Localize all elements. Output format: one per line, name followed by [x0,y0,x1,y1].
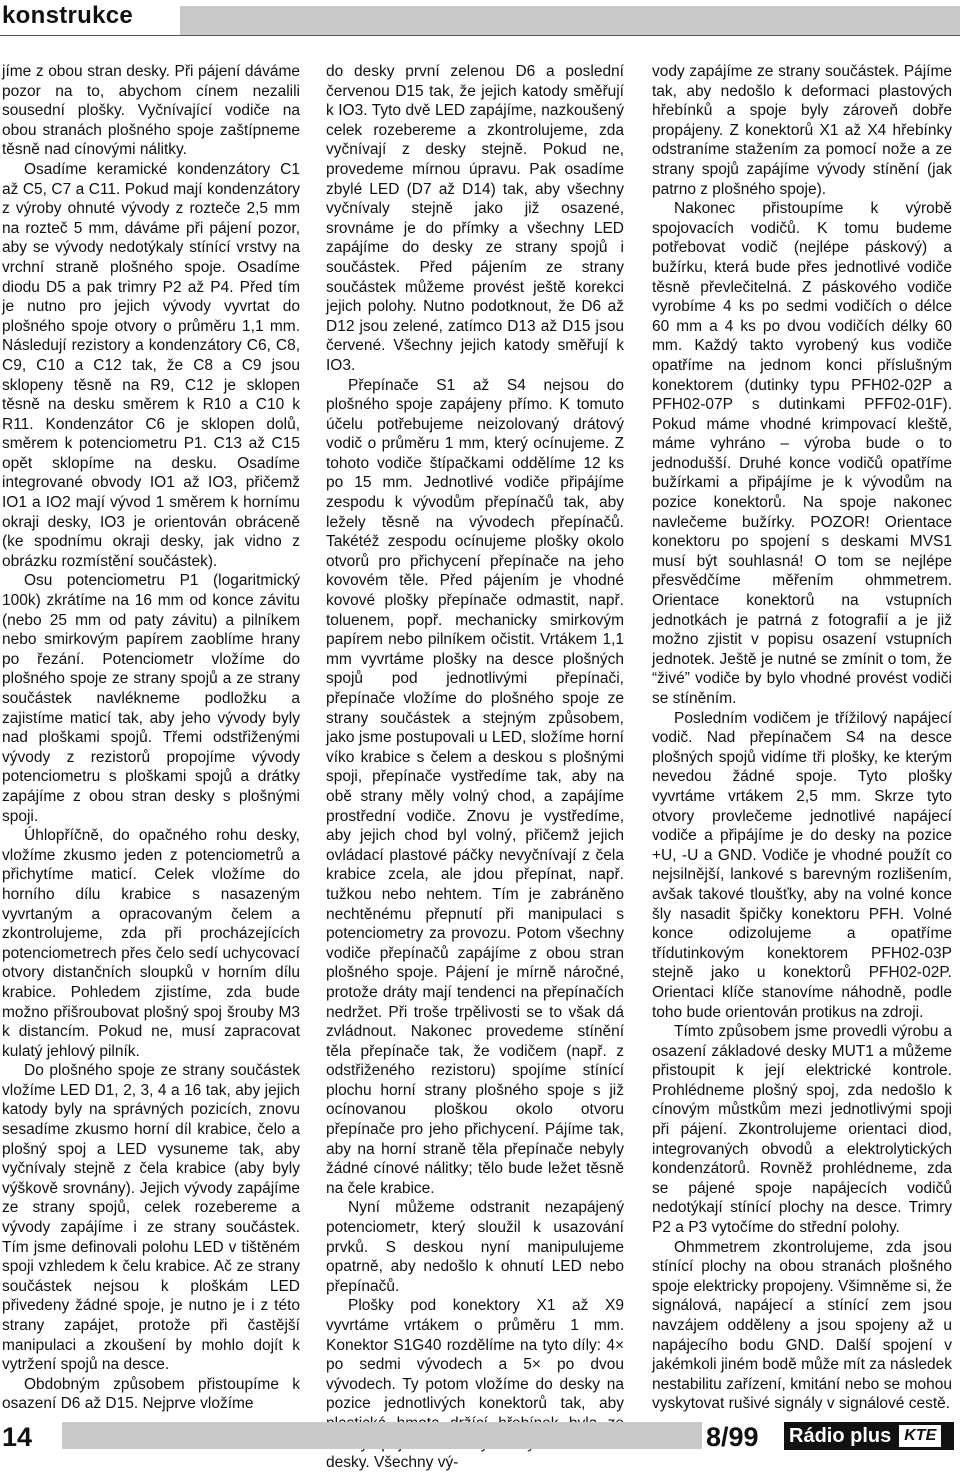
paragraph: Úhlopříčně, do opačného rohu desky, vložíme zkusmo jeden z potenciometrů a přichytíme maticí. Celek vložíme do horního dílu krabice s nasazeným vyvrtaným a opracovaným čelem a zkontrolujeme, zda při procházejících potenciometrech přes čelo sedí uchycovací otvory distančních sloupků v horním dílu krabice. Pohledem zjistíme, zda bude možno přišroubovat plošný spoj šrouby M3 k distancím. Pokud ne, musí zapracovat kulatý jehlový pilník. [2,827,300,1060]
page-header [0,0,960,36]
header-bar [180,6,960,36]
issue-number: 8/99 [706,1422,759,1452]
page-number: 14 [2,1422,33,1452]
magazine-badge: KTE [899,1425,941,1447]
paragraph: Ohmmetrem zkontrolujeme, zda jsou stínící plochy na obou stranách plošného spoje elektricky propojeny. Všimněme si, že signálová, napájecí a stínící zem jsou navzájem odděleny a jsou spojeny až u napájecího bodu GND. Další spojení v jakémkoli jiném bodě může mít za následek nestabilitu zařízení, kmitání nebo se mohou vyskytovat rušivé signály v signálové cestě. [652,1238,952,1413]
paragraph: Plošky pod konektory X1 až X9 vyvrtáme vrtákem o průměru 1 mm. Konektor S1G40 rozdělíme na tyto díly: 4× po sedmi vývodech a 5× po dvou vývodech. Ty potom vložíme do desky na pozice jednotlivých konektorů tak, aby desky. Všechny vý- [326,1297,624,1472]
magazine-name: Rádio plus [789,1424,892,1447]
footer-bar [62,1422,702,1449]
text-column-2 [326,62,624,1472]
paragraph: do desky první zelenou D6 a poslední červenou D15 tak, že jejich katody směřují k IO3. Tyto dvě LED zapájíme, nazkoušený celek rozebereme a zkontrolujeme, zda vyčnívají z desky stejně. Pokud ne, provedeme mírnou úpravu. Pak osadíme zbylé LED (D7 až D14) tak, aby všechny vyčnívaly stejně jako již osazené, srovnáme je do přímky a všechny LED zapájíme do desky ze strany spojů i součástek. Před pájením ze strany součástek můžeme provést ještě korekci jejich polohy. Nutno podotknout, že D6 až D12 jsou zelené, zatímco D13 až D15 jsou červené. Všechny jejich katody směřují k IO3. [326,63,624,374]
paragraph: Nyní můžeme odstranit nezapájený potenciometr, který sloužil k usazování prvků. S deskou nyní manipulujeme opatrně, aby nedošlo k ohnutí LED nebo přepínačů. [326,1199,624,1295]
paragraph: jíme z obou stran desky. Při pájení dáváme pozor na to, abychom cínem nezalili sousední plošky. Vyčnívající vodiče na obou stranách plošného spoje zaštípneme těsně nad cínovými nálitky. [2,63,300,159]
page-footer [0,1412,960,1455]
paragraph: Nakonec přistoupíme k výrobě spojovacích vodičů. K tomu budeme potřebovat vodič (nejlépe páskový) a bužírku, která bude přes jednotlivé vodiče těsně převlečitelná. Z páskového vodiče vyrobíme 4 ks po sedmi vodičích o délce 60 mm a 4 ks po dvou vodičích délky 60 mm. Každý takto vyrobený kus vodiče opatříme na jednom konci příslušným konektorem (dutinky typu PFH02-02P a PFH02-07P s dutinkami PFF02-01F). Pokud máme vhodné krimpovací kleště, máme vyhráno – výroba bude o to jednodušší. Druhé konce vodičů opatříme bužírkami a připájíme je k vývodům na pozice konektorů. Na spoje nakonec navlečeme bužírky. POZOR! Orientace konektoru po spojení s deskami MVS1 musí být souhlasná! O tom se nejlépe přesvědčíme měřením ohmmetrem. Orientace konektorů na vstupních jednotkách je patrná z fotografií a je již možno zjistit v popisu osazení vstupních jednotek. Ještě je nutné se zmínit o tom, že “živé” vodiče by bylo vhodné provést vodiči se stíněním. [652,200,952,707]
header-rule [0,35,960,36]
paragraph: Osu potenciometru P1 (logaritmický 100k) zkrátíme na 16 mm od konce závitu (nebo 25 mm od paty závitu) a pilníkem nebo smirkovým papírem zaoblíme hrany po řezání. Potenciometr vložíme do plošného spoje ze strany spojů a ze strany součástek navlékneme podložku a zajistíme maticí tak, aby jeho vývody byly nad ploškami spojů. Třemi odstřiženými vývody z rezistorů propojíme vývody potenciometru s ploškami spojů a drátky zapájíme z obou stran desky s plošnými spoji. [2,572,300,825]
paragraph: Posledním vodičem je třížilový napájecí vodič. Nad přepínačem S4 na desce plošných spojů vidíme tři plošky, ke kterým nevedou žádné spoje. Tyto plošky vyvrtáme vrtákem 2,5 mm. Skrze tyto otvory provlečeme jednotlivé napájecí vodiče a připájíme je do desky na pozice +U, -U a GND. Vodiče je vhodné použít co nejsilnější, lankové s barevným rozlišením, avšak takové tloušťky, aby na volné konce šly nasadit špičky konektoru PFH. Volné konce odizolujeme a opatříme třídutinkovým konektorem PFH02-03P stejně jako u konektorů PFH02-02P. Orientaci klíče stanovíme náhodně, podle toho bude orientován protikus na zdroji. [652,709,952,1021]
paragraph: vody zapájíme ze strany součástek. Pájíme tak, aby nedošlo k deformaci plastových hřebínků a spoje byly zároveň dobře propájeny. Z konektorů X1 až X4 hřebínky odstraníme stažením za pomocí nože a ze strany spojů zapájíme vývody stínění (jak patrno z plošného spoje). [652,63,952,198]
section-title: konstrukce [2,2,134,29]
paragraph: Přepínače S1 až S4 nejsou do plošného spoje zapájeny přímo. K tomuto účelu potřebujeme neizolovaný drátový vodič o průměru 1 mm, který ocínujeme. Z tohoto vodiče štípačkami oddělíme 12 ks po 15 mm. Jednotlivé vodiče připájíme zespodu k vývodům přepínačů tak, aby ležely těsně na vývodech přepínačů. Takétéž zespodu ocínujeme plošky okolo otvorů pro přichycení přepínače na jeho kovovém těle. Před pájením je vhodné kovové plošky přepínače odmastit, např. toluenem, popř. mechanicky smirkovým papírem nebo pilníkem očistit. Vrtákem 1,1 mm vyvrtáme plošky na desce plošných spojů pod jednotlivými přepínači, přepínače vložíme do plošného spoje ze strany součástek a stejným způsobem, jako jsme postupovali u LED, složíme horní víko krabice s čelem a deskou s plošnými spoji, přepínače vystředíme tak, aby na obě strany měly volný chod, a zapájíme prostřední vodiče. Znovu je vystředíme, aby jejich chod byl volný, přičemž jejich ovládací plastové páčky nevyčnívají z čela krabice zcela, ale jdou přepínat, např. tužkou nebo nehtem. Tím je zabráněno nechtěnému přepnutí při manipulaci s potenciometry za provozu. Potom všechny vodiče přepínačů zapájíme z obou stran plošného spoje. Pájení je mírně náročné, protože dráty mají tendenci na přepínačích nedržet. Při troše trpělivosti se to však dá zvládnout. Nakonec provedeme stínění těla přepínače tak, že vodičem (např. z odstřiženého rezistoru) spojíme stínící plochu horní strany plošného spoje s již ocínovanou ploškou okolo otvoru přepínače pro jeho přichycení. Pájíme tak, aby na horní straně těla přepínače nebyly žádné cínové nálitky; tělo bude ležet těsně na čele krabice. [326,376,624,1197]
paragraph: Obdobným způsobem přistoupíme k osazení D6 až D15. Nejprve vložíme [2,1375,300,1413]
paragraph: Do plošného spoje ze strany součástek vložíme LED D1, 2, 3, 4 a 16 tak, aby jejich katody byly na správných pozicích, znovu sesadíme zkusmo horní díl krabice, čelo a plošný spoj a LED vysuneme tak, aby vyčnívaly stejně z čela krabice (aby byly výškově srovnány). Jejich vývody zapájíme ze strany spojů, celek rozebereme a vývody zapájíme i ze strany součástek. Tím jsme definovali polohu LED v tištěném spoji vzhledem k čelu krabice. Ač ze strany součástek nejsou k ploškám LED přivedeny žádné spoje, je nutno je i z této strany zapájet, protože při častější manipulaci a zkoušení by mohlo dojít k vytržení spojů na desce. [2,1062,300,1374]
magazine-logo [784,1422,954,1450]
paragraph: Tímto způsobem jsme provedli výrobu a osazení základové desky MUT1 a můžeme přistoupit k její elektrické kontrole. Prohlédneme plošný spoj, zda nedošlo k cínovým můstkům mezi jednotlivými spoji při pájení. Zkontrolujeme orientaci diod, integrovaných obvodů a elektrolytických kondenzátorů. Rovněž prohlédneme, zda se pájené spoje napájecích vodičů nedotýkají stínící plochy na desce. Trimry P2 a P3 vytočíme do střední polohy. [652,1023,952,1237]
text-column-1 [2,62,300,1413]
text-column-3 [652,62,952,1413]
paragraph: Osadíme keramické kondenzátory C1 až C5, C7 a C11. Pokud mají kondenzátory z výroby ohnuté vývody z rozteče 2,5 mm na rozteč 5 mm, dáváme při pájení pozor, aby se vývody nedotýkaly stínící vrstvy na vrchní straně plošného spoje. Osadíme diodu D5 a pak trimry P2 až P4. Před tím je nutno pro jejich vývody vyvrtat do plošného spoje otvory o průměru 1,1 mm. Následují rezistory a kondenzátory C6, C8, C9, C10 a C12 tak, že C8 a C9 jsou sklopeny těsně na R9, C12 je sklopen těsně na desku směrem k R10 a C10 k R11. Kondenzátor C6 je sklopen dolů, směrem k potenciometru P1. C13 až C15 opět sklopíme na desku. Osadíme integrované obvody IO1 až IO3, přičemž IO1 a IO2 mají vývod 1 směrem k hornímu okraji desky, IO3 je orientován obráceně (ke spodnímu okraji desky, jak vidno z obrázku rozmístění součástek). [2,160,300,570]
